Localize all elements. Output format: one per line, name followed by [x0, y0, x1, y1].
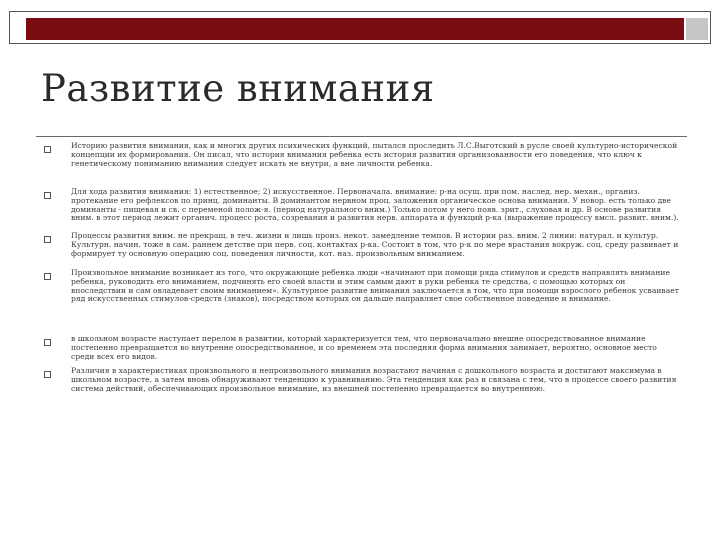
square-bullet-icon [44, 371, 51, 378]
bullet-item [42, 367, 682, 403]
bullet-item [42, 142, 682, 188]
bullet-item [42, 232, 682, 269]
bullet-item [42, 335, 682, 367]
bullet-text: Произвольное внимание возникает из того, что окружающие ребенка люди «начинают при помощи ряда стимулов и средств направлять внимание ребенка, руководить его вниманием, подчинять его своей власти и этим самым дают в руки ребенка те средства, с помощью которых он впоследствии и сам овладевает своим вниманием». Культурное развитие внимания заключается в том, что при помощи взрослого ребенок усваивает ряд искусственных стимулов-средств (знаков), посредством которых он дальше направляет свое собственное поведение и внимание. [71, 268, 679, 304]
square-bullet-icon [44, 192, 51, 199]
bullet-text: Различия в характеристиках произвольного и непроизвольного внимания возрастают начиная с дошкольного возраста и достигают максимума в школьном возрасте, а затем вновь обнаруживают тенденцию к уравниванию. Эта тенденция как раз и связана с тем, что в процессе своего развития система действий, обеспечивающих произвольное внимание, из внешней постепенно превращается во внутреннюю. [71, 366, 677, 393]
slide-title: Развитие внимания [41, 67, 435, 110]
title-divider [36, 136, 687, 137]
header-accent-bar [26, 18, 684, 40]
bullet-list [42, 142, 682, 403]
bullet-text: Историю развития внимания, как и многих других психических функций, пытался проследить Л.С.Выготский в русле своей культурно-исторической концепции их формирования. Он писал, что история внимания ребенка есть история развития организованности его поведения, что ключ к генетическому пониманию внимания следует искать не внутри, а вне личности ребенка. [71, 141, 678, 168]
square-bullet-icon [44, 236, 51, 243]
square-bullet-icon [44, 273, 51, 280]
square-bullet-icon [44, 146, 51, 153]
square-bullet-icon [44, 339, 51, 346]
header-square [686, 18, 708, 40]
bullet-text: Процессы развития вним. не прекращ. в теч. жизни и лишь произ. некот. замедление темпов. В истории раз. вним. 2 линии: натурал. и культур. Культурн. начин. тоже в сам. раннем детстве при перв. соц. контактах р-ка. Состоит в том, что р-к по мере врастания вокруж. соц. среду развивает и формирует ту основную операцию соц. поведения личности, кот. наз. произвольным вниманием. [71, 231, 679, 258]
bullet-text: в школьном возрасте наступает перелом в развитии, который характеризуется тем, что первоначально внешне опосредствованное внимание постепенно превращается во внутренне опосредствованное, и со временем эта последняя форма внимания занимает, вероятно, основное место среди всех его видов. [71, 334, 657, 361]
bullet-item [42, 269, 682, 335]
bullet-item [42, 188, 682, 232]
bullet-text: Для хода развития внимания: 1) естественное; 2) искусственное. Первоначала. внимание: р-на осущ. при пом. наслед. нер. механ., организ. протекание его рефлексов по принц. доминанты. В доминантом нервном проц. заложения органическое основа внимания. У новор. есть только две доминанты - пищевая и св. с переменой полож-я. (период натурального вним.) Только потом у него появ. зрит., слуховая и др. В основе развития вним. в этот период лежит органич. процесс роста, созревания и развития нерв. аппарата и функций р-ка (выражение процессу вмсл. развит. вним.). [71, 187, 679, 223]
